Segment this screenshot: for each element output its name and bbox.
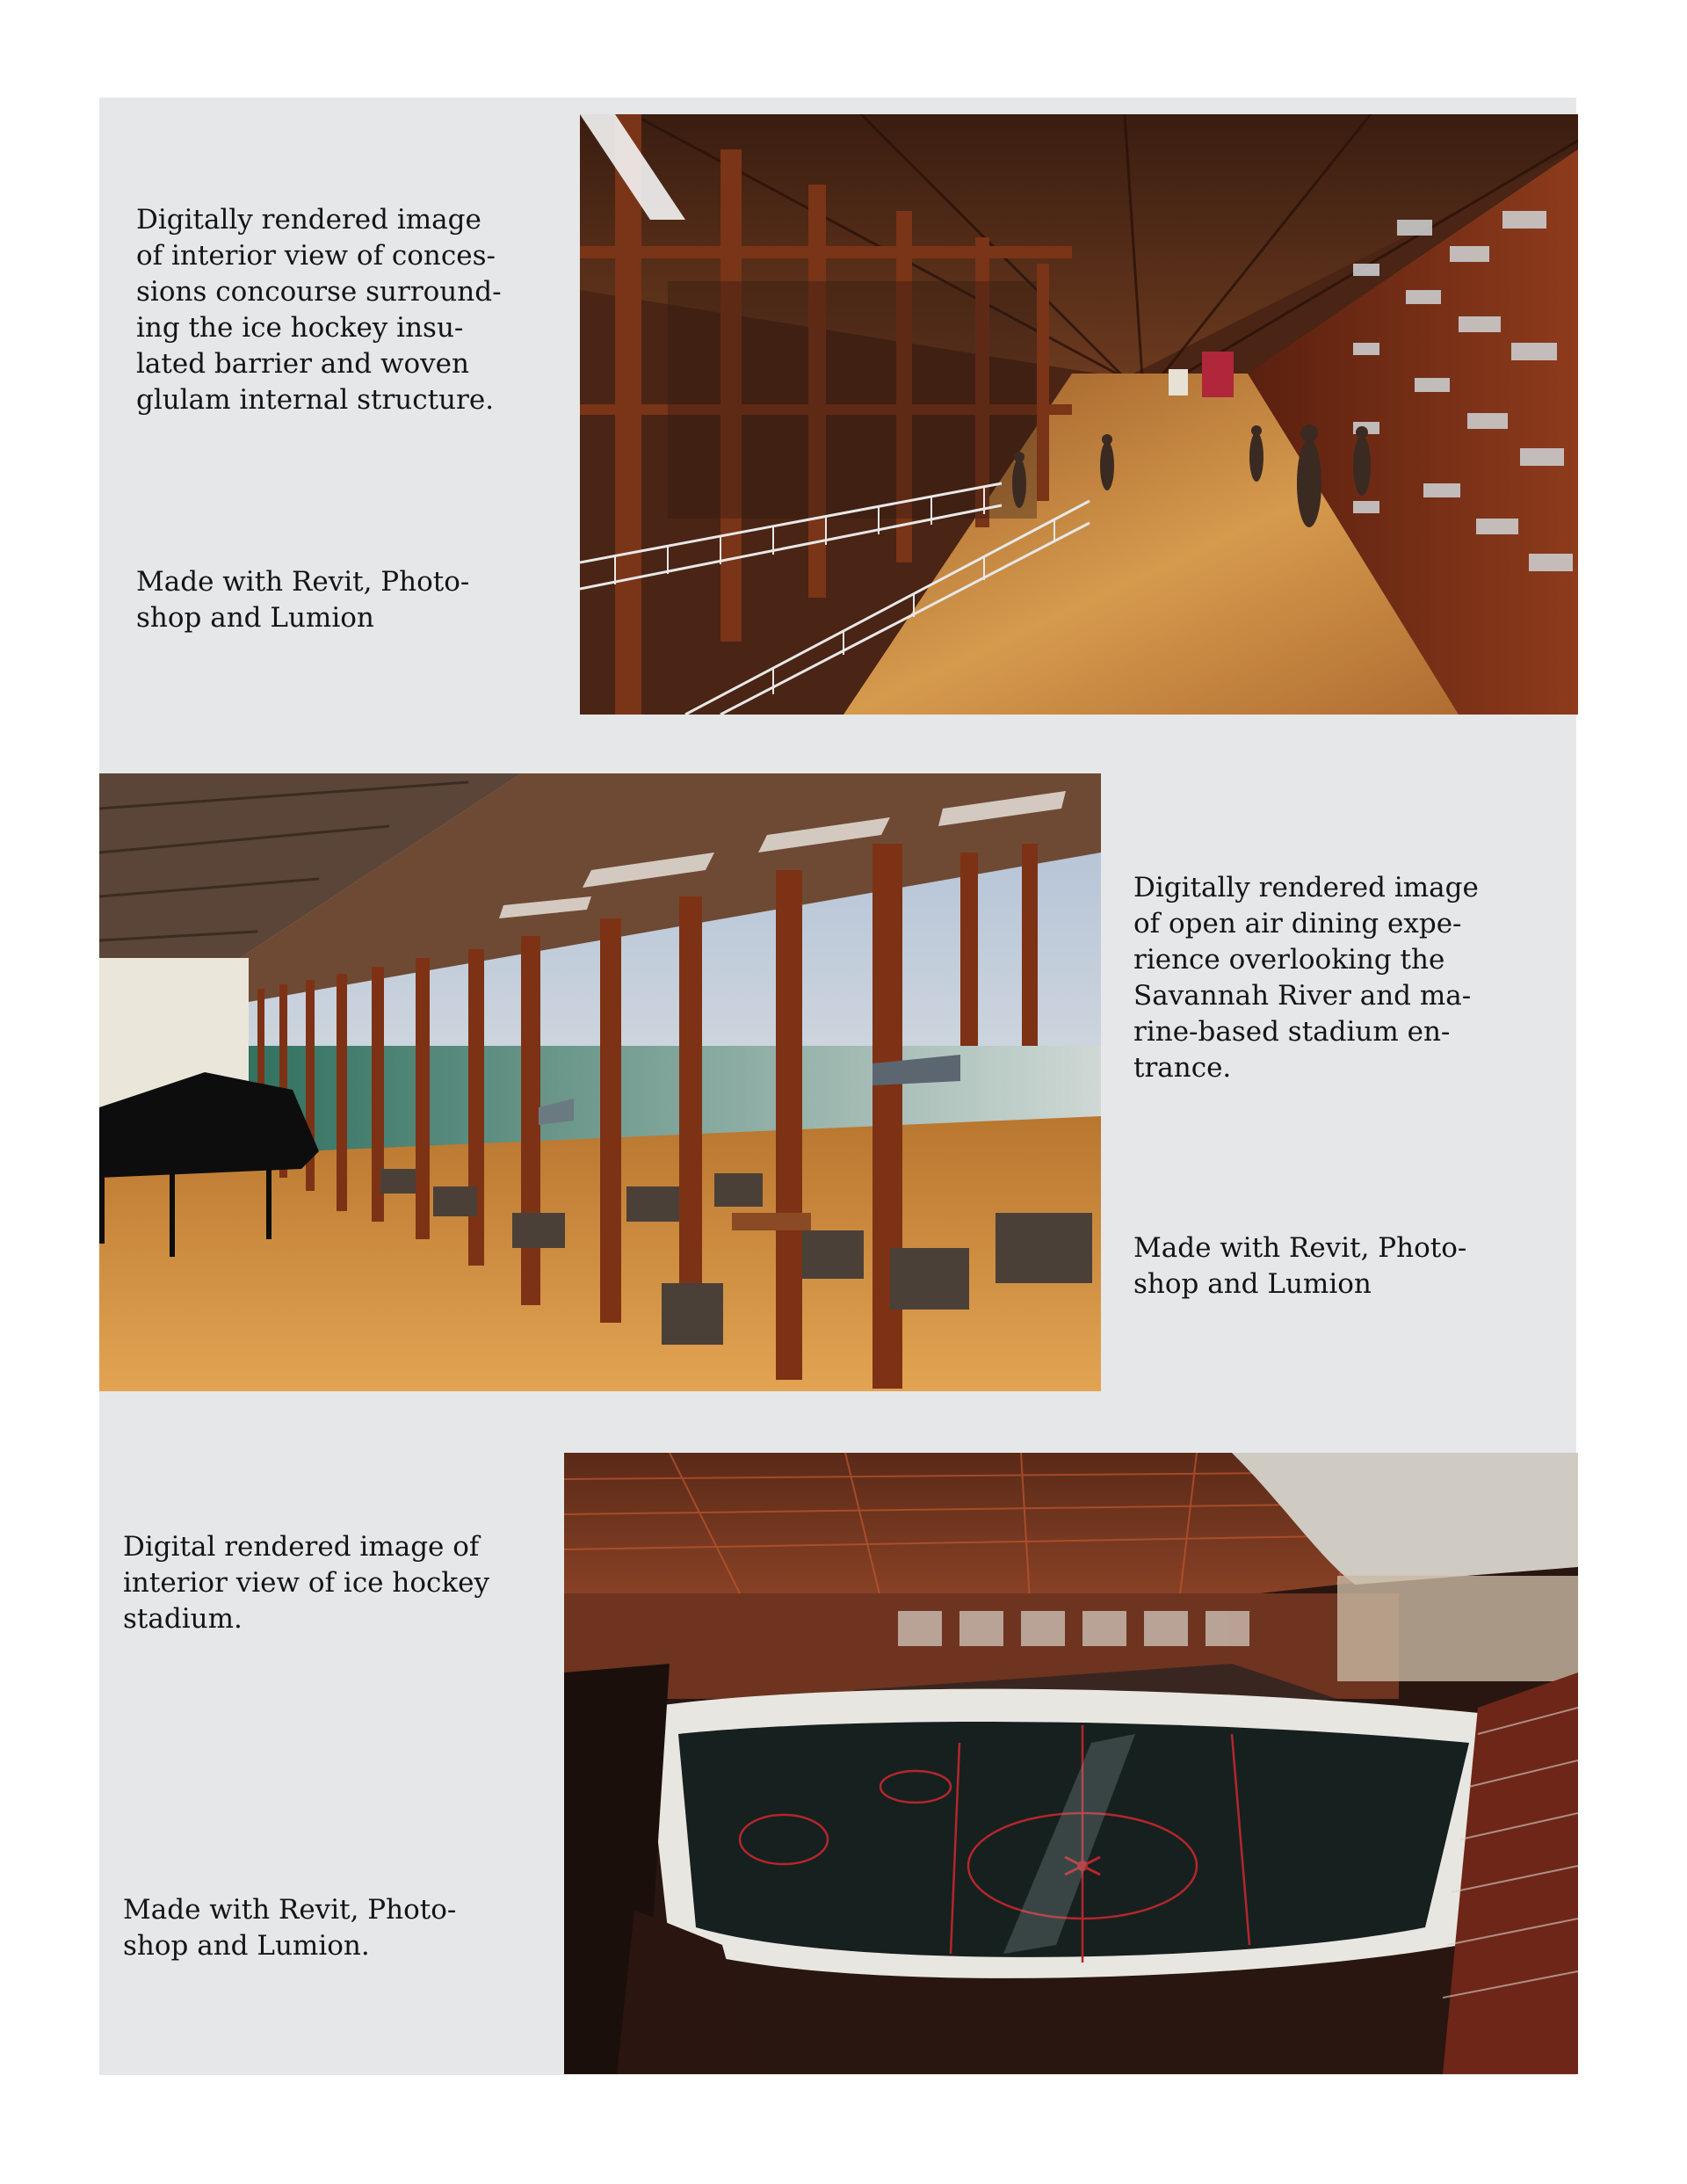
tools-note-dining: Made with Revit, Photo- shop and Lumion <box>1133 1232 1467 1300</box>
caption-stadium: Digital rendered image of interior view of ice hockey stadium. <box>123 1531 490 1635</box>
render-open-air-dining <box>99 773 1101 1391</box>
caption-dining: Digitally rendered image of open air dining expe- rience overlooking the Savannah River and ma- rine-based stadium en- trance. <box>1133 872 1479 1084</box>
render-concessions-concourse <box>580 114 1578 715</box>
tools-note-stadium: Made with Revit, Photo- shop and Lumion. <box>123 1894 457 1962</box>
render-ice-hockey-stadium <box>564 1453 1578 2074</box>
caption-concourse: Digitally rendered image of interior view of conces- sions concourse surround- ing the ice hockey insu- lated barrier and woven glulam internal structure. <box>136 204 502 416</box>
tools-note-concourse: Made with Revit, Photo- shop and Lumion <box>136 566 470 634</box>
